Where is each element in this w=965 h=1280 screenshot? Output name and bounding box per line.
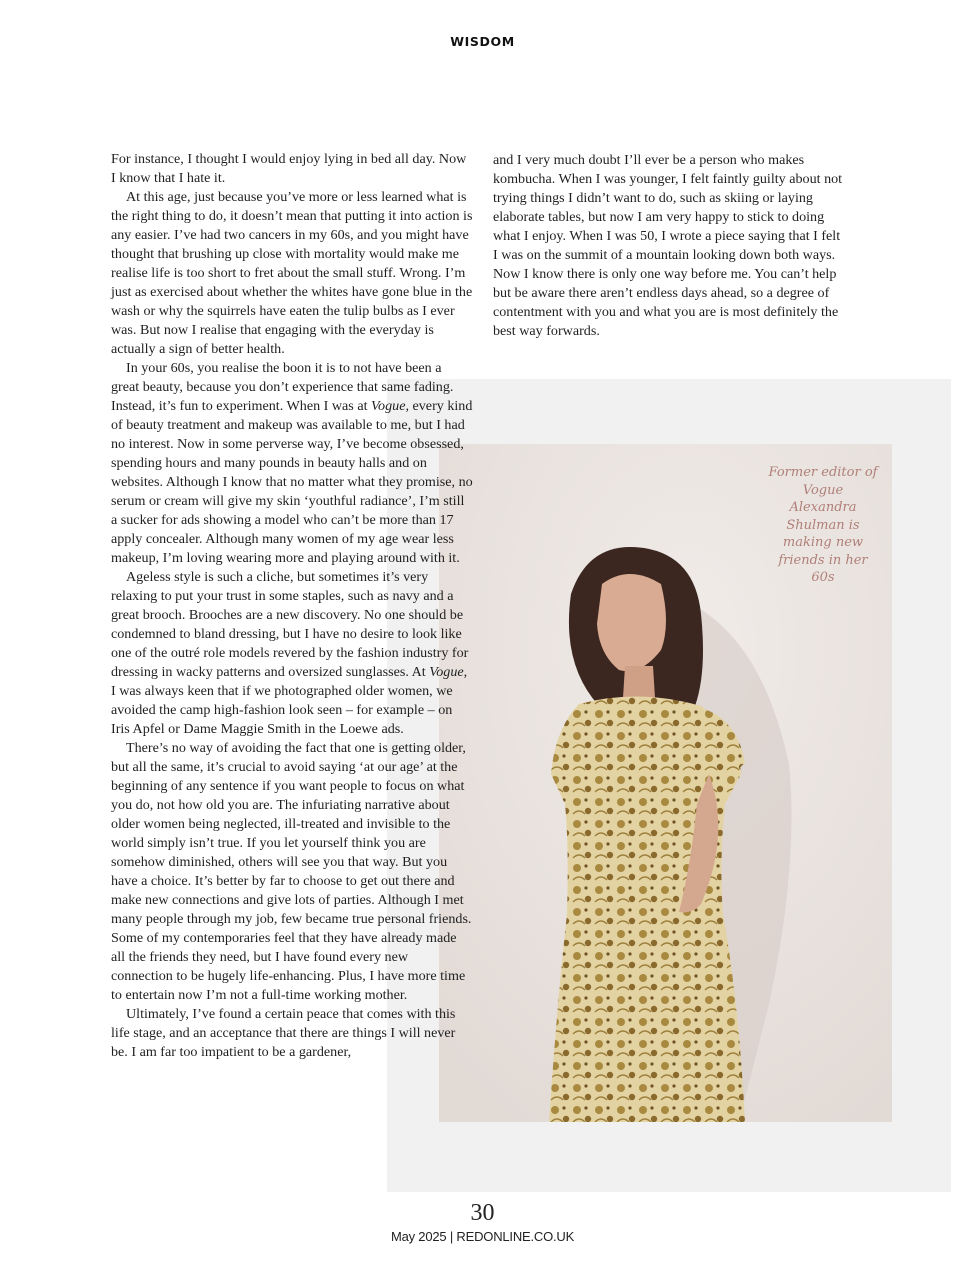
publication-name: Vogue, — [371, 398, 409, 414]
photo-caption: Former editor of Vogue Alexandra Shulman is making new friends in her 60s — [768, 465, 878, 585]
paragraph: For instance, I thought I would enjoy lying in bed all day. Now I know that I hate it. — [111, 151, 467, 186]
article-column-left — [111, 150, 473, 1062]
paragraph: There’s no way of avoiding the fact that one is getting older, but all the same, it’s crucial to avoid saying ‘at our age’ at the beginning of any sentence if you want people to focus on what you do, not how old you are. The infuriating narrative about older women being neglected, ill-treated and invisible to the world simply isn’t true. If you let yourself think you are somehow diminished, others will see you that way. But you have a choice. It’s better by far to choose to get out there and make new connections and give lots of parties. Although I met many people through my job, few became true personal friends. Some of my contemporaries feel that they have already made all the friends they need, but I have found every new connection to be hugely life-enhancing. Plus, I have more time to entertain now I’m not a full-time working mother. — [111, 740, 472, 1003]
section-label: WISDOM — [450, 34, 515, 49]
paragraph: and I very much doubt I’ll ever be a person who makes kombucha. When I was younger, I felt faintly guilty about not trying things I didn’t want to do, such as skiing or laying elaborate tables, but now I am very happy to stick to doing what I enjoy. When I was 50, I wrote a piece saying that I felt I was on the summit of a mountain looking down both ways. Now I know there is only one way before me. You can’t help but be aware there aren’t endless days ahead, so a degree of contentment with you and what you are is most definitely the best way forwards. — [493, 152, 843, 339]
issue-line: May 2025 | REDONLINE.CO.UK — [390, 1229, 575, 1244]
paragraph: Ageless style is such a cliche, but sometimes it’s very relaxing to put your trust in some staples, such as navy and a great brooch. Brooches are a new discovery. No one should be condemned to bland dressing, but I have no desire to look like one of the outré role models revered by the fashion industry for dressing in wacky patterns and oversized sunglasses. At Vogue, I was always keen that if we photographed older women, we avoided the camp high-fashion look seen – for example – on Iris Apfel or Dame Maggie Smith in the Loewe ads. — [111, 569, 469, 737]
paragraph: At this age, just because you’ve more or less learned what is the right thing to do, it doesn’t mean that putting it into action is any easier. I’ve had two cancers in my 60s, and you might have thought that brushing up close with mortality would make me realise life is too short to fret about the small stuff. Wrong. I’m just as exercised about whether the whites have gone blue in the wash or why the squirrels have eaten the tulip bulbs as I ever was. But now I realise that engaging with the everyday is actually a sign of better health. — [111, 189, 473, 357]
paragraph: Ultimately, I’ve found a certain peace that comes with this life stage, and an acceptance that there are things I will never be. I am far too impatient to be a gardener, — [111, 1006, 456, 1060]
publication-name: Vogue, — [429, 664, 468, 680]
page-number: 30 — [470, 1200, 495, 1226]
article-column-right — [493, 151, 845, 341]
paragraph: In your 60s, you realise the boon it is to not have been a great beauty, because you don’t experience that same fading. Instead, it’s fun to experiment. When I was at Vogue, every kind of beauty treatment and makeup was available to me, but I had no interest. Now in some perverse way, I’ve become obsessed, spending hours and many pounds in beauty halls and on websites. Although I know that no matter what they promise, no serum or cream will give my skin ‘youthful radiance’, I’m still a sucker for ads showing a model who can’t be more than 17 apply concealer. Although many women of my age wear less makeup, I’m loving wearing more and playing around with it. — [111, 360, 473, 566]
